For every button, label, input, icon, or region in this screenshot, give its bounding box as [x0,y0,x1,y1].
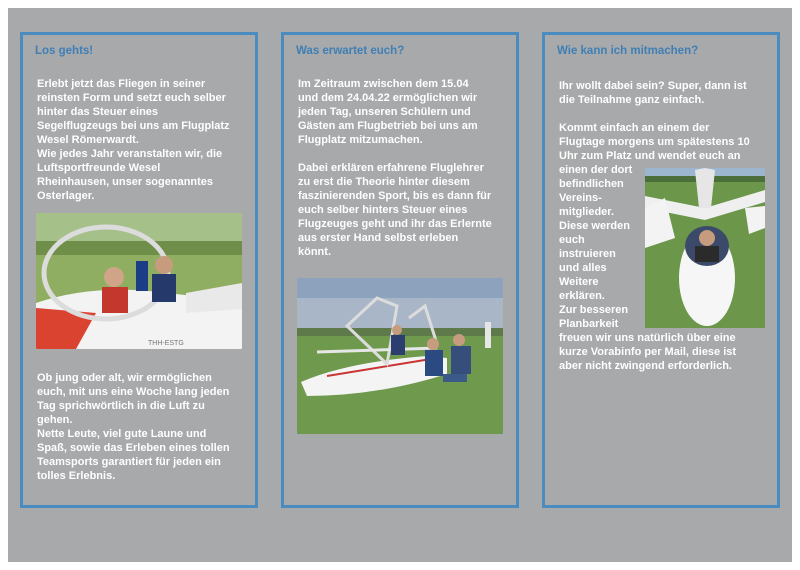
contact-paragraph: freuen wir uns natürlich über eine kurze Vorabinfo per Mail, diese ist aber nicht zwingend erforderlich. [559,332,737,372]
panel-title: Wie kann ich mitmachen? [557,45,699,57]
panel-text-narrow [559,163,649,331]
svg-text:THH-ESTG: THH-ESTG [148,340,184,347]
instructions-paragraph: Kommt einfach an einem der Flugtage morgens um spätestens 10 Uhr zum Platz und wendet euch an [559,122,750,162]
panel-was-erwartet [281,32,519,508]
panel-los-gehts [20,32,258,508]
cockpit-photo [36,213,242,349]
panel-text-mid [559,121,767,163]
dates-paragraph: Im Zeitraum zwischen dem 15.04 und dem 24.04.22 ermöglichen wir jeden Tag, unseren Schülern und Gästen am Flugbetrieb bei uns am Flugplatz mitzumachen. [298,78,478,146]
intro-paragraph: Erlebt jetzt das Fliegen in seiner reinsten Form und setzt euch selber hinter das Steuer eines Segelflugzeugs bei uns am Flugplatz Wesel Römerwardt. Wie jedes Jahr veranstalten wir, die Luftsportfreunde Wesel Rheinhausen, unser sogenanntes Osterlager. [37,78,230,202]
glider-front-photo [645,168,765,328]
panel-title: Los gehts! [35,45,94,57]
panel-title: Was erwartet euch? [296,45,405,57]
panel-text-bottom [559,331,767,373]
closing-paragraph: Ob jung oder alt, wir ermöglichen euch, mit uns eine Woche lang jeden Tag sprichwörtlich in die Luft zu gehen. Nette Leute, viel gute Laune und Spaß, sowie das Erleben eines tollen Teamsports garantiert für jeden ein tolles Erlebnis. [37,372,230,482]
members-paragraph: einen der dort befindlichen Vereins- mitglieder. Diese werden euch instruieren und alles Weitere erklären. Zur besseren Planbarkeit [559,164,633,330]
panel-text-bottom [37,371,245,483]
panel-text [298,77,506,259]
panel-text [37,77,245,203]
panel-mitmachen [542,32,780,508]
panel-text [559,79,767,107]
intro-paragraph: Ihr wollt dabei sein? Super, dann ist die Teilnahme ganz einfach. [559,80,747,106]
theory-paragraph: Dabei erklären erfahrene Fluglehrer zu erst die Theorie hinter diesem faszinierenden Sport, bis es dann für euch selber hinters Steuer eines Flugzeuges geht und ihr das Erlernte aus erster Hand selbst erleben könnt. [298,162,492,258]
flyer-page [8,8,792,562]
group-photo [297,278,503,434]
